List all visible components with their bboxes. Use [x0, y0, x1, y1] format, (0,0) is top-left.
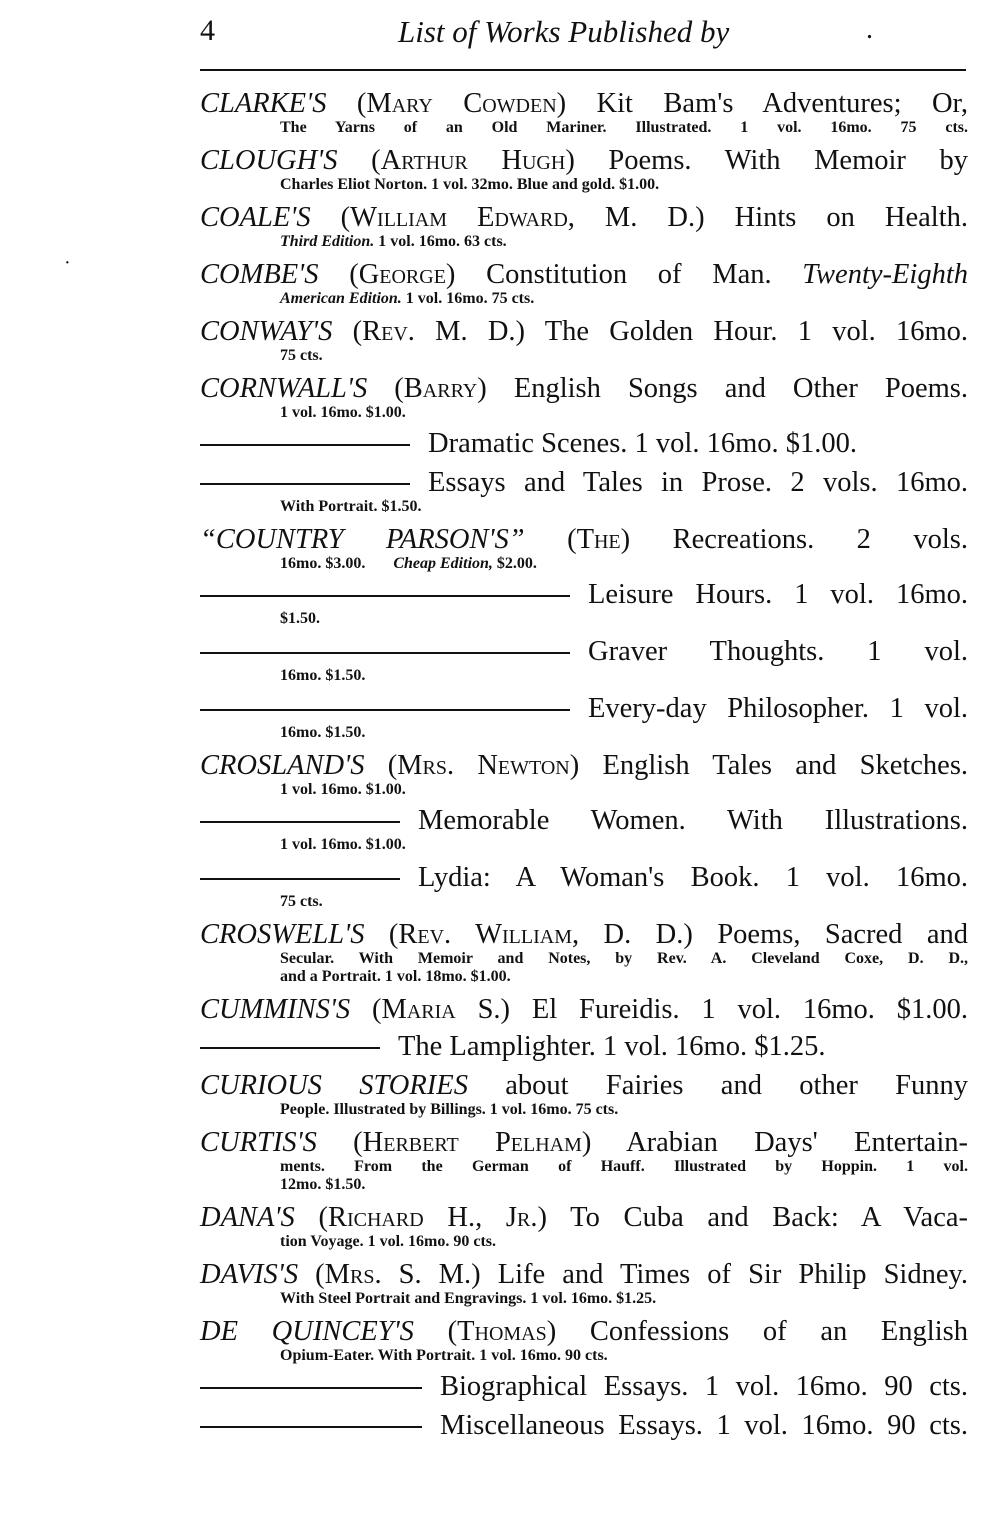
ditto-rule — [200, 483, 410, 485]
book-details: With Portrait. $1.50. — [280, 498, 422, 515]
book-details: 75 cts. — [280, 893, 323, 910]
author-given-name: (Maria S.) — [372, 994, 511, 1025]
catalogue-entry — [200, 202, 968, 251]
catalogue-entry — [200, 1127, 968, 1194]
book-details: 1 vol. 16mo. $1.00. — [280, 781, 406, 798]
book-details: 16mo. $3.00. — [280, 555, 366, 572]
edition-note: Cheap Edition, — [393, 555, 493, 572]
book-details: 16mo. $1.50. — [280, 724, 366, 741]
book-title: Hints on Health. — [734, 202, 969, 233]
book-title: To Cuba and Back: A Vaca- — [570, 1202, 968, 1233]
book-price: $2.00. — [496, 555, 537, 572]
book-title: Arabian Days' Entertain- — [626, 1127, 968, 1158]
catalogue-entry — [200, 1202, 968, 1251]
book-details: Charles Eliot Norton. 1 vol. 32mo. Blue and gold. $1.00. — [280, 176, 660, 193]
book-details: 75 cts. — [280, 347, 323, 364]
author-name: CROSWELL'S — [200, 919, 365, 950]
book-title: about Fairies and other Funny — [505, 1070, 968, 1101]
catalogue-entry — [200, 1371, 968, 1402]
book-details: 1 vol. 16mo. $1.00. — [280, 404, 406, 421]
book-title: Essays and Tales in Prose. 2 vols. 16mo. — [428, 467, 968, 498]
author-given-name: (The) — [567, 524, 631, 555]
book-details: 1 vol. 16mo. $1.00. — [280, 836, 406, 853]
book-details: Opium-Eater. With Portrait. 1 vol. 16mo. 90 cts. — [280, 1347, 608, 1364]
book-title: Memorable Women. With Illustrations. — [418, 805, 968, 836]
ditto-rule — [200, 1047, 380, 1049]
book-details-continued: and a Portrait. 1 vol. 18mo. $1.00. — [280, 968, 511, 985]
book-details-continued: 12mo. $1.50. — [280, 1176, 366, 1193]
author-name: COMBE'S — [200, 259, 319, 290]
catalogue-entry — [200, 805, 968, 854]
book-title: The Golden Hour. 1 vol. 16mo. — [544, 316, 969, 347]
author-given-name: (Rev. M. D.) — [352, 316, 526, 347]
book-title: Poems. With Memoir by — [608, 145, 969, 176]
header-rule — [200, 69, 966, 71]
author-name: CUMMINS'S — [200, 994, 351, 1025]
author-name: CORNWALL'S — [200, 373, 368, 404]
book-title: Recreations. 2 vols. — [672, 524, 968, 555]
ditto-rule — [200, 1426, 422, 1428]
catalogue-entry — [200, 862, 968, 911]
book-title: Dramatic Scenes. 1 vol. 16mo. $1.00. — [428, 428, 858, 459]
book-details: With Steel Portrait and Engravings. 1 vol. 16mo. $1.25. — [280, 1290, 657, 1307]
book-title: Constitution of Man. — [486, 259, 772, 290]
book-title: Poems, Sacred and — [717, 919, 969, 950]
catalogue-entry — [200, 693, 968, 742]
edition-note: American Edition. — [280, 290, 402, 307]
author-given-name: (Mrs. S. M.) — [315, 1259, 481, 1290]
book-details: Secular. With Memoir and Notes, by Rev. A. Cleveland Coxe, D. D., — [280, 950, 968, 967]
catalogue-entry — [200, 467, 968, 516]
book-title: Lydia: A Woman's Book. 1 vol. 16mo. — [418, 862, 968, 893]
book-details: 16mo. $1.50. — [280, 667, 366, 684]
catalogue-list — [200, 88, 968, 1441]
catalogue-entry — [200, 1031, 968, 1062]
book-title: El Fureidis. 1 vol. 16mo. $1.00. — [531, 994, 969, 1025]
ditto-rule — [200, 444, 410, 446]
author-name: DANA'S — [200, 1202, 295, 1233]
catalogue-entry — [200, 1410, 968, 1441]
author-name: CONWAY'S — [200, 316, 333, 347]
author-given-name: (Mrs. Newton) — [387, 750, 580, 781]
author-given-name: (Arthur Hugh) — [371, 145, 575, 176]
author-name: CROSLAND'S — [200, 750, 365, 781]
author-name: CLARKE'S — [200, 88, 327, 119]
edition-note: Third Edition. — [280, 233, 375, 250]
ditto-rule — [200, 878, 400, 880]
catalogue-entry — [200, 373, 968, 422]
catalogue-entry — [200, 919, 968, 986]
catalogue-entry — [200, 145, 968, 194]
header-dot: . — [866, 14, 873, 45]
book-title: English Tales and Sketches. — [602, 750, 969, 781]
book-title: Graver Thoughts. 1 vol. — [588, 636, 968, 667]
ditto-rule — [200, 1387, 422, 1389]
author-given-name: (George) — [349, 259, 456, 290]
book-title: Miscellaneous Essays. 1 vol. 16mo. 90 cts. — [440, 1410, 968, 1441]
running-title: List of Works Published by — [398, 14, 730, 49]
ditto-rule — [200, 595, 570, 597]
author-given-name: (Rev. William, D. D.) — [388, 919, 693, 950]
author-name: DAVIS'S — [200, 1259, 299, 1290]
ditto-rule — [200, 821, 400, 823]
book-details: $1.50. — [280, 610, 320, 627]
book-details: The Yarns of an Old Mariner. Illustrated. 1 vol. 16mo. 75 cts. — [280, 119, 968, 136]
author-given-name: (William Edward, M. D.) — [340, 202, 705, 233]
catalogue-entry — [200, 994, 968, 1025]
catalogue-entry — [200, 524, 968, 573]
ditto-rule — [200, 709, 570, 711]
author-given-name: (Richard H., Jr.) — [318, 1202, 547, 1233]
ditto-rule — [200, 652, 570, 654]
book-details: People. Illustrated by Billings. 1 vol. 16mo. 75 cts. — [280, 1101, 619, 1118]
author-name: CURTIS'S — [200, 1127, 317, 1158]
edition-note: Twenty-Eighth — [802, 259, 968, 290]
author-name: CURIOUS STORIES — [200, 1070, 468, 1101]
catalogue-entry — [200, 1316, 968, 1365]
catalogue-entry — [200, 636, 968, 685]
author-name: “COUNTRY PARSON'S” — [200, 524, 525, 555]
catalogue-entry — [200, 750, 968, 799]
page-number: 4 — [200, 14, 215, 47]
catalogue-entry — [200, 1070, 968, 1119]
book-details: ments. From the German of Hauff. Illustrated by Hoppin. 1 vol. — [280, 1158, 968, 1175]
author-name: DE QUINCEY'S — [200, 1316, 414, 1347]
book-title: Kit Bam's Adventures; Or, — [596, 88, 968, 119]
author-name: COALE'S — [200, 202, 311, 233]
book-title: The Lamplighter. 1 vol. 16mo. $1.25. — [398, 1031, 826, 1062]
book-title: Life and Times of Sir Philip Sidney. — [497, 1259, 969, 1290]
book-title: Every-day Philosopher. 1 vol. — [588, 693, 968, 724]
catalogue-entry — [200, 428, 968, 459]
book-details: 1 vol. 16mo. 63 cts. — [378, 233, 507, 250]
catalogue-entry — [200, 579, 968, 628]
book-title: Confessions of an English — [589, 1316, 968, 1347]
catalogue-entry — [200, 88, 968, 137]
catalogue-entry — [200, 1259, 968, 1308]
margin-mark: · — [64, 252, 71, 274]
author-given-name: (Mary Cowden) — [356, 88, 567, 119]
book-details: tion Voyage. 1 vol. 16mo. 90 cts. — [280, 1233, 496, 1250]
author-given-name: (Herbert Pelham) — [353, 1127, 592, 1158]
book-title: Biographical Essays. 1 vol. 16mo. 90 cts. — [440, 1371, 968, 1402]
book-title: Leisure Hours. 1 vol. 16mo. — [588, 579, 968, 610]
catalogue-entry — [200, 316, 968, 365]
book-title: English Songs and Other Poems. — [513, 373, 969, 404]
author-given-name: (Thomas) — [447, 1316, 557, 1347]
book-details: 1 vol. 16mo. 75 cts. — [405, 290, 535, 307]
catalogue-entry — [200, 259, 968, 308]
author-name: CLOUGH'S — [200, 145, 338, 176]
author-given-name: (Barry) — [394, 373, 487, 404]
